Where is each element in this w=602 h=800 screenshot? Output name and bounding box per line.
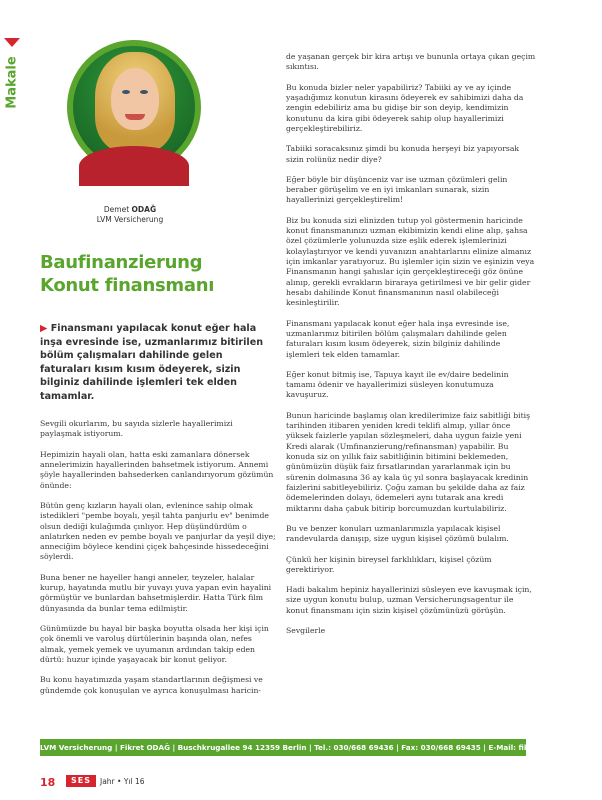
page-number: 18 (40, 776, 56, 789)
paragraph: Tabiiki soracaksınız şimdi bu konuda herşeyi biz yapıyorsak sizin rolünüz nedir diye? (286, 144, 520, 164)
column-left (40, 419, 276, 706)
paragraph: Bunun haricinde başlamış olan kredilerimize faiz sabitliği bitiş tarihinden itibaren yeniden kredi teklifi almıp, yıllar önce yüksek faizlerle yapılan sözleşmeleri, daha uygun faizle yeni Kredi alarak (Umfinanzierung/refinansman) yapabilir. Bu konuda siz on yıllık faiz sabitliğinin bitimini beklemeden, günümüzün düşük faiz fırsatlarından yararlanmak için bu sürenin dolmasına 36 ay kala üç yıl sonra başlayacak kredinin faizlerini sabitleyebiliriz. Çoğu zaman bu şekilde daha az faiz ödemelerinden dolayı, ödemeleri aynı tutarak ana kredi miktarını daha çabuk bitirip borcumuzdan kurtulabiliriz. (286, 410, 531, 513)
paragraph: Çünkü her kişinin bireysel farklılıkları, kişisel çözüm gerektiriyor. (286, 554, 492, 574)
magazine-logo: SES (66, 775, 96, 787)
triangle-right-icon: ▶ (40, 323, 48, 334)
paragraph: Hadi bakalım hepiniz hayallerinizi süsleyen eve kavuşmak için, size uygun konutu bulup, uzman Versicherungsagentur ile konut finansmanı için sizin kişisel çözümünüzü görüşün. (286, 585, 532, 615)
paragraph: Bu konuda bizler neler yapabiliriz? Tabiiki ay ve ay içinde yaşadığımız konutun kirasını ödeyerek ev sahibimizi daha da zengin edebiliriz ama bu gidişe bir son deyip, kendimizin konutunu da kira gibi ödeyerek sahip olup hayallerimizi gerçekleştirebiliriz. (286, 82, 524, 133)
column-right (286, 52, 536, 646)
issue-label: Jahr • Yıl 16 (100, 777, 145, 786)
author-last-name: ODAĞ (131, 205, 157, 214)
paragraph: de yaşanan gerçek bir kira artışı ve bununla ortaya çıkan geçim sıkıntısı. (286, 52, 536, 72)
paragraph: Sevgilerle (286, 626, 326, 636)
author-first-name: Demet (103, 205, 130, 214)
paragraph: Eğer böyle bir düşünceniz var ise uzman çözümleri gelin beraber görüşelim ve en iyi imkanları sunarak, sizin hayallerinizi gerçekleştirelim! (286, 174, 508, 205)
lead-paragraph (40, 322, 276, 404)
article-title (40, 252, 270, 297)
contact-footer: LVM Versicherung | Fikret ODAĞ | Buschkrugallee 94 12359 Berlin | Tel.: 030/668 69436 | Fax: 030/668 69435 | E-Mail: fikret.odag@me.com (40, 739, 526, 756)
paragraph: Biz bu konuda sizi elinizden tutup yol göstermenin haricinde konut finansmanınızı uzman ekibimizin kendi eline alıp, şahsa özel çözümlerle yolunuzda size eşlik ederek işlemlerinizi kolaylaştırıyor ve kendi yuvanızın anahtarlarını elinize almanız için imkanlar yaratıyoruz. Bu işlemler için sizin ve eşinizin veya Finansmanın hangi şahıslar için gerçekleştireceği göz önüne alınıp, gerekli evrakların biraraya getirilmesi ve bir gelir gider hesabı dahilinde Konut finansmanının nasıl olabileceği kesinleştirilir. (286, 215, 535, 308)
paragraph: Buna bener ne hayeller hangi anneler, teyzeler, halalar kurup, hayatında mutlu bir yuvayı yuva yapan evin hayalini görmüştür ve bunlardan bahsetmişlerdir. Hatta Türk film dünyasında da bunlar tema edilmiştir. (40, 572, 272, 613)
paragraph: Eğer konut bitmiş ise, Tapuya kayıt ile ev/daire bedelinin tamamı ödenir ve hayallerimizi süsleyen konutumuza kavuşuruz. (286, 369, 509, 400)
lead-text: Finansmanı yapılacak konut eğer hala inşa evresinde ise, uzmanlarımız bitirilen bölüm çalışmaları dahilinde gelen faturaları kısım kısım ödeyerek, sizin bilginiz dahilinde işlemleri tek elden tamamlar. (40, 323, 264, 403)
author-photo (67, 40, 201, 174)
section-label: Makale (4, 56, 20, 109)
paragraph: Günümüzde bu hayal bir başka boyutta olsada her kişi için çok önemli ve varoluş dürtülerinin başında olan, nefes almak, yemek yemek ve uyumanın ardından takip eden dürtü: huzur içinde yaşayacak bir konut geliyor. (40, 624, 269, 664)
chevron-down-icon (4, 38, 20, 47)
paragraph: Bu konu hayatımızda yaşam standartlarının değişmesi ve gündemde çok konuşulan ve ayrıca konuşulması haricin- (40, 675, 263, 695)
paragraph: Bütün genç kızların hayali olan, evlenince sahip olmak istedikleri "pembe boyalı, yeşil tahta panjurlu ev" benimde olsun dediği kulağımda çınlıyor. Hep düşündürdüm o anlatırken neden ev pembe boyalı ve panjurlar da yeşil diye; anneciğim böylece kendini çiçek bahçesinde hissedeceğini söylerdi. (40, 500, 276, 562)
paragraph: Sevgili okurlarım, bu sayıda sizlerle hayallerimizi paylaşmak istiyorum. (40, 419, 233, 439)
paragraph: Finansmanı yapılacak konut eğer hala inşa evresinde ise, uzmanlarımız bitirilen bölüm çalışmaları dahilinde gelen faturaları kısım kısım ödeyerek, sizin bilginiz dahilinde işlemleri tek elden tamamlar. (286, 318, 510, 359)
paragraph: Bu ve benzer konuları uzmanlarımızla yapılacak kişisel randevularda danışıp, size uygun kişisel çözümü bulalım. (286, 523, 509, 544)
paragraph: Hepimizin hayali olan, hatta eski zamanlara dönersek annelerimizin hayallerinden bahsetmek istiyorum. Annemi şöyle hayallerinden bahsederken canlandırıyorum gözümün önünde: (40, 449, 274, 490)
title-line-2: Konut finansmanı (40, 274, 215, 296)
author-caption (55, 205, 205, 225)
title-line-1: Baufinanzierung (40, 252, 203, 273)
author-company: LVM Versicherung (96, 215, 164, 225)
